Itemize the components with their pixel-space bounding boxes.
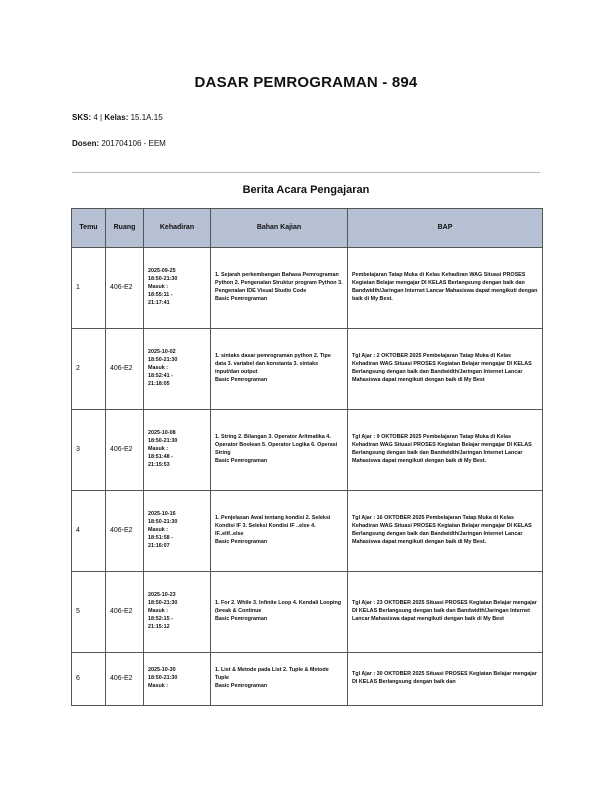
cell-temu: 5 [72, 572, 106, 653]
section-divider [72, 172, 540, 173]
kajian-text: 1. List & Metode pada List 2. Tuple & Metode Tuple [215, 667, 329, 682]
cell-ruang: 406-E2 [106, 491, 144, 572]
kelas-label: Kelas: [104, 113, 129, 122]
table-row [72, 491, 543, 572]
kehadiran-line: Masuk : [148, 284, 169, 291]
kehadiran-line: 21:16:07 [148, 542, 170, 549]
cell-bap [348, 491, 543, 572]
kehadiran-line: 21:18:05 [148, 380, 170, 387]
kajian-subtext: Basic Pemrograman [215, 538, 268, 545]
course-meta-dosen [72, 139, 166, 148]
kehadiran-line: 2025-10-23 [148, 592, 176, 599]
cell-temu: 1 [72, 248, 106, 329]
bap-text: Tgl Ajar : 23 OKTOBER 2025 Situasi PROSES Kegiatan Belajar mengajar DI KELAS Berlangsung dengan baik dan Bandwidth/Jaringan Internet Lancar Mahasiswa dapat mengikuti dengan baik di My Best [352, 600, 537, 622]
cell-kehadiran [144, 248, 211, 329]
cell-bahan-kajian [211, 491, 348, 572]
kehadiran-line: 2025-10-16 [148, 511, 176, 518]
kehadiran-line: 18:51:48 - [148, 453, 173, 460]
dosen-value: 201704106 - EEM [101, 139, 166, 148]
kehadiran-line: 21:17:41 [148, 299, 170, 306]
cell-bap [348, 653, 543, 706]
kajian-subtext: Basic Pemrograman [215, 295, 268, 302]
cell-ruang: 406-E2 [106, 572, 144, 653]
kelas-value: 15.1A.15 [130, 113, 163, 122]
kehadiran-line: 18:50-21:30 [148, 675, 178, 682]
sks-label: SKS: [72, 113, 92, 122]
cell-bahan-kajian [211, 572, 348, 653]
bap-text: Tgl Ajar : 16 OKTOBER 2025 Pembelajaran Tatap Muka di Kelas Kehadiran WAG Situasi PROSES Kegiatan Belajar mengajar DI KELAS Berlangsung dengan baik dan Bandwidth/Jaringan Internet Lancar Mahasiswa dapat mengikuti dengan baik di My Best. [352, 515, 532, 545]
kehadiran-line: 18:52:15 - [148, 615, 173, 622]
cell-bahan-kajian [211, 248, 348, 329]
kehadiran-line: Masuk : [148, 682, 169, 689]
cell-bap [348, 329, 543, 410]
cell-kehadiran [144, 572, 211, 653]
cell-kehadiran [144, 491, 211, 572]
page-title: DASAR PEMROGRAMAN - 894 [194, 74, 418, 91]
kajian-subtext: Basic Pemrograman [215, 376, 268, 383]
dosen-label: Dosen: [72, 139, 100, 148]
kehadiran-line: 18:51:58 - [148, 534, 173, 541]
kehadiran-line: 2025-10-02 [148, 349, 176, 356]
header-bahan-kajian: Bahan Kajian [211, 209, 348, 248]
course-meta-sks-kelas [72, 113, 163, 122]
table-header-row [72, 209, 543, 248]
cell-temu: 3 [72, 410, 106, 491]
bap-table [71, 208, 543, 706]
cell-temu: 6 [72, 653, 106, 706]
table-row [72, 572, 543, 653]
kehadiran-line: 18:50-21:30 [148, 519, 178, 526]
bap-text: Pembelajaran Tatap Muka di Kelas Kehadiran WAG Situasi PROSES Kegiatan Belajar mengajar DI KELAS Berlangsung dengan baik dan Bandwidth/Jaringan Internet Lancar Mahasiswa dapat mengikuti dengan baik di My Best. [352, 272, 538, 302]
kehadiran-line: Masuk : [148, 446, 169, 453]
cell-bahan-kajian [211, 410, 348, 491]
table-row [72, 248, 543, 329]
kehadiran-line: 2025-10-08 [148, 430, 176, 437]
kehadiran-line: Masuk : [148, 608, 169, 615]
kehadiran-line: 21:15:12 [148, 623, 170, 630]
kehadiran-line: 18:50-21:30 [148, 438, 178, 445]
cell-ruang: 406-E2 [106, 329, 144, 410]
bap-text: Tgl Ajar : 9 OKTOBER 2025 Pembelajaran Tatap Muka di Kelas Kehadiran WAG Situasi PROSES Kegiatan Belajar mengajar DI KELAS Berlangsung dengan baik dan Bandwidth/Jaringan Internet Lancar Mahasiswa dapat mengikuti dengan baik di My Best. [352, 434, 532, 464]
kehadiran-line: Masuk : [148, 365, 169, 372]
cell-ruang: 406-E2 [106, 248, 144, 329]
kehadiran-line: 18:52:41 - [148, 372, 173, 379]
kajian-text: 1. Sejarah perkembangan Bahasa Pemrograman Python 2. Pengenalan Struktur program Python 3. Pengenalan IDE Visual Studio Code [215, 272, 343, 294]
cell-ruang: 406-E2 [106, 410, 144, 491]
kajian-text: 1. For 2. While 3. Infinite Loop 4. Kendali Looping (break & Continue [215, 600, 342, 615]
kehadiran-line: Masuk : [148, 527, 169, 534]
kajian-text: 1. Penjelasan Awal tentang kondisi 2. Seleksi Kondisi IF 3. Seleksi Kondisi IF ..else 4. IF..elif..else [215, 515, 331, 537]
header-temu: Temu [72, 209, 106, 248]
table-row [72, 410, 543, 491]
cell-ruang: 406-E2 [106, 653, 144, 706]
kajian-subtext: Basic Pemrograman [215, 457, 268, 464]
cell-bap [348, 248, 543, 329]
kajian-subtext: Basic Pemrograman [215, 682, 268, 689]
header-kehadiran: Kehadiran [144, 209, 211, 248]
kehadiran-line: 18:55:11 - [148, 291, 173, 298]
table-row [72, 329, 543, 410]
kehadiran-line: 2025-10-30 [148, 667, 176, 674]
cell-kehadiran [144, 329, 211, 410]
cell-kehadiran [144, 653, 211, 706]
sks-value: 4 [93, 113, 98, 122]
kajian-text: 1. sintaks dasar pemrograman python 2. Tipe data 3. variabel dan konstanta 3. sintaks input/dan output [215, 353, 331, 375]
cell-kehadiran [144, 410, 211, 491]
kajian-text: 1. String 2. Bilangan 3. Operator Aritmatika 4. Operator Boolean 5. Operator Logika 6. Operasi String [215, 434, 338, 456]
table-row [72, 653, 543, 706]
header-bap: BAP [348, 209, 543, 248]
bap-text: Tgl Ajar : 30 OKTOBER 2025 Situasi PROSES Kegiatan Belajar mengajar DI KELAS Berlangsung dengan baik dan [352, 671, 537, 685]
cell-bap [348, 572, 543, 653]
cell-bahan-kajian [211, 329, 348, 410]
cell-bahan-kajian [211, 653, 348, 706]
kehadiran-line: 21:15:53 [148, 461, 170, 468]
kehadiran-line: 18:50-21:30 [148, 600, 178, 607]
kehadiran-line: 18:50-21:30 [148, 357, 178, 364]
section-title: Berita Acara Pengajaran [242, 184, 370, 196]
header-ruang: Ruang [106, 209, 144, 248]
bap-text: Tgl Ajar : 2 OKTOBER 2025 Pembelajaran Tatap Muka di Kelas Kehadiran WAG Situasi PROSES Kegiatan Belajar mengajar DI KELAS Berlangsung dengan baik dan Bandwidth/Jaringan Internet Lancar Mahasiswa dapat mengikuti dengan baik di My Best [352, 353, 532, 383]
kajian-subtext: Basic Pemrograman [215, 615, 268, 622]
kehadiran-line: 2025-09-25 [148, 268, 176, 275]
cell-temu: 4 [72, 491, 106, 572]
cell-bap [348, 410, 543, 491]
kehadiran-line: 18:50-21:30 [148, 276, 178, 283]
meta-separator: | [100, 113, 103, 122]
cell-temu: 2 [72, 329, 106, 410]
